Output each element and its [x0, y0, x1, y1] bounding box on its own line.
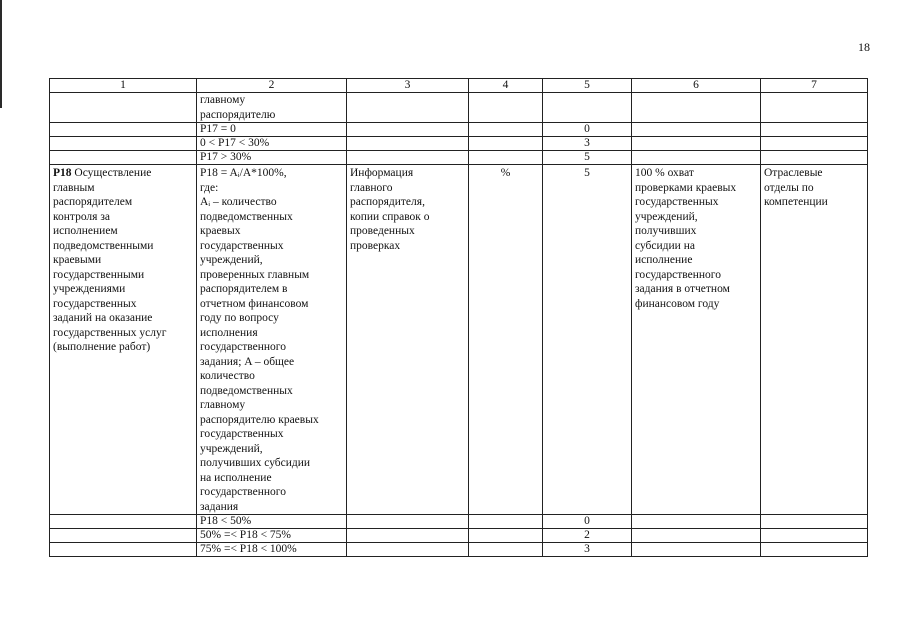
score-cell: 2 — [543, 529, 632, 543]
table-row — [50, 543, 868, 557]
score-cell: 0 — [543, 515, 632, 529]
table-row — [50, 529, 868, 543]
formula-cell: P18 < 50% — [197, 515, 347, 529]
unit-cell: % — [469, 165, 543, 515]
score-cell: 3 — [543, 543, 632, 557]
column-header: 4 — [469, 79, 543, 93]
table-row — [50, 93, 868, 123]
formula-cell: главному распорядителю — [197, 93, 347, 123]
formula-cell: P17 = 0 — [197, 123, 347, 137]
table-row — [50, 151, 868, 165]
formula-cell: 50% =< P18 < 75% — [197, 529, 347, 543]
score-cell: 3 — [543, 137, 632, 151]
indicator-cell — [50, 165, 197, 515]
source-cell: Информация главного распорядителя, копии справок о проведенных проверках — [347, 165, 469, 515]
table-row — [50, 515, 868, 529]
column-header: 7 — [761, 79, 868, 93]
indicator-row-p18 — [50, 165, 868, 515]
indicator-code: P18 — [53, 167, 72, 179]
criteria-table — [49, 78, 868, 557]
target-cell: 100 % охват проверками краевых государственных учреждений, получивших субсидии на исполнение государственного задания в отчетном финансовом году — [632, 165, 761, 515]
table-row — [50, 123, 868, 137]
column-header: 2 — [197, 79, 347, 93]
table-header-row — [50, 79, 868, 93]
formula-cell: 75% =< P18 < 100% — [197, 543, 347, 557]
score-cell — [543, 93, 632, 123]
formula-cell: P18 = Aᵢ/A*100%, где: Aᵢ – количество подведомственных краевых государственных учреждений, проверенных главным распорядителем в отчетном финансовом году по вопросу исполнения государственного задания; A – общее количество подведомственных главному распорядителю краевых государственных учреждений, получивших субсидии на исполнение государственного задания — [197, 165, 347, 515]
scan-edge-mark — [0, 0, 2, 108]
column-header: 3 — [347, 79, 469, 93]
score-cell: 5 — [543, 151, 632, 165]
column-header: 5 — [543, 79, 632, 93]
formula-cell: 0 < P17 < 30% — [197, 137, 347, 151]
score-cell: 0 — [543, 123, 632, 137]
column-header: 6 — [632, 79, 761, 93]
responsible-cell: Отраслевые отделы по компетенции — [761, 165, 868, 515]
formula-cell: P17 > 30% — [197, 151, 347, 165]
indicator-name: Осуществление главным распорядителем контроля за исполнением подведомственными краевыми государственными учреждениями государственных заданий на оказание государственных услуг (выполнение работ) — [53, 167, 167, 353]
max-score-cell: 5 — [543, 165, 632, 515]
table-row — [50, 137, 868, 151]
page-number: 18 — [858, 40, 870, 54]
column-header: 1 — [50, 79, 197, 93]
